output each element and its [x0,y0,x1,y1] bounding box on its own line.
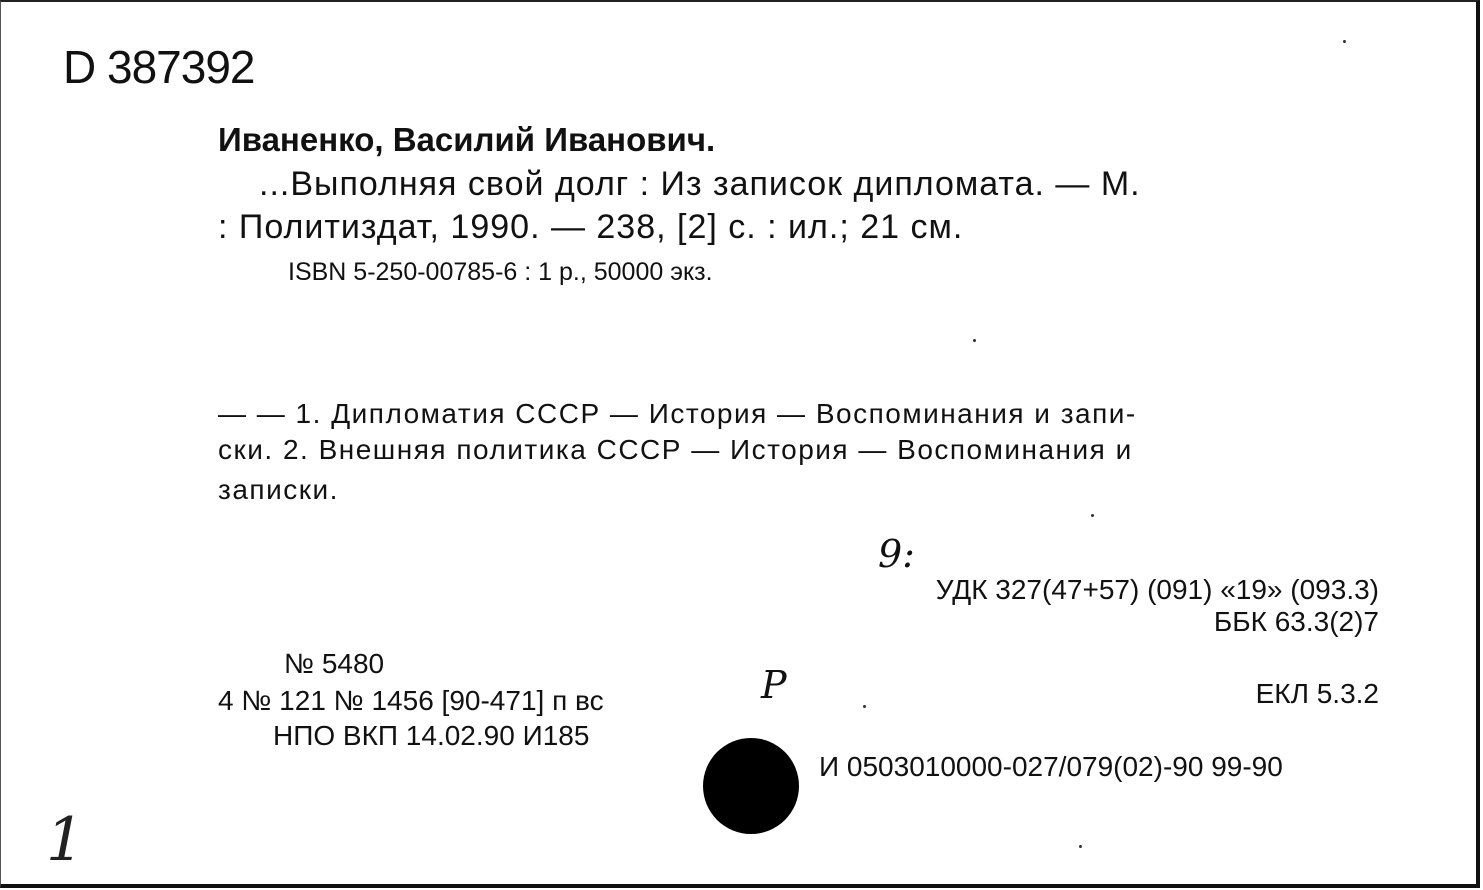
title-line-1: ...Выполняя свой долг : Из записок дипломата. — М. [259,165,1141,203]
subject-headings-line-1: — — 1. Дипломатия СССР — История — Воспоминания и запи- [218,398,1137,429]
speck [973,339,976,342]
speck [1091,514,1094,517]
bbk-classification: ББК 63.3(2)7 [1213,606,1379,637]
punch-hole [703,738,799,834]
handwritten-r-mark: Р [761,663,787,707]
registration-number: № 5480 [284,648,385,679]
catalog-index: И 0503010000-027/079(02)-90 99-90 [819,751,1283,782]
subject-headings-line-3: записки. [218,474,339,505]
card-number: D 387392 [63,41,255,93]
title-line-2: : Политиздат, 1990. — 238, [2] с. : ил.; 21 см. [218,208,964,246]
subject-headings-line-2: ски. 2. Внешняя политика СССР — История — Воспоминания и [218,434,1133,465]
ekl-code: ЕКЛ 5.3.2 [1255,678,1379,709]
author-name: Иваненко, Василий Иванович. [218,121,716,158]
speck [863,705,866,708]
speck [1079,845,1082,848]
udk-classification: УДК 327(47+57) (091) «19» (093.3) [935,574,1379,605]
print-info-line: 4 № 121 № 1456 [90-471] п вс [218,685,604,716]
handwritten-udk-mark: 9: [878,532,915,576]
isbn-line: ISBN 5-250-00785-6 : 1 р., 50000 экз. [288,258,713,286]
publisher-line: НПО ВКП 14.02.90 И185 [273,720,590,751]
handwritten-digit: 1 [46,805,85,875]
speck [1343,40,1346,43]
